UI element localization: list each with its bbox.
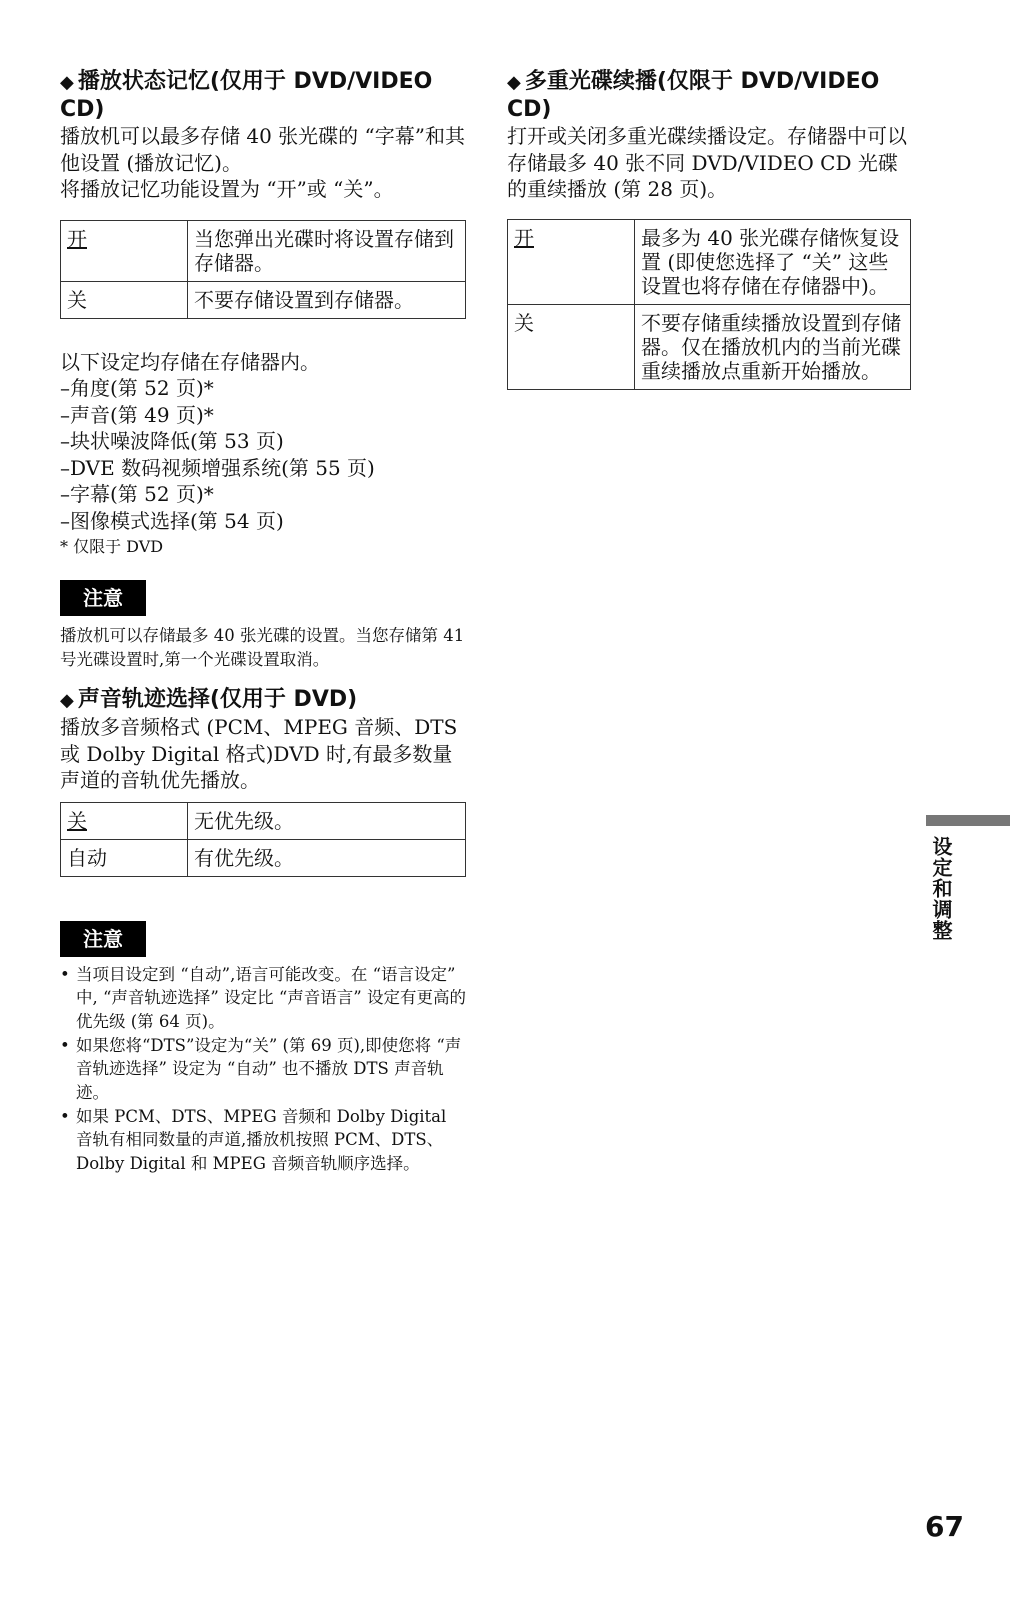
memory-title: 播放状态记忆(仅用于 DVD/VIDEO CD) [60, 69, 433, 122]
list-item: –角度(第 52 页)* [60, 376, 214, 400]
left-column [60, 68, 466, 1176]
option-description: 最多为 40 张光碟存储恢复设置 (即使您选择了 “关” 这些设置也将存储在存储器中)。 [635, 219, 911, 304]
list-item: –DVE 数码视频增强系统(第 55 页) [60, 455, 375, 480]
section-title [60, 686, 466, 714]
memory-settings-list [60, 375, 466, 534]
list-item: • 如果您将“DTS”设定为“关” (第 69 页),即使您将 “声音轨迹选择” 设定为 “自动” 也不播放 DTS 声音轨迹。 [60, 1035, 462, 1103]
list-item: –图像模式选择(第 54 页) [60, 508, 284, 533]
option-key-default: 开 [67, 226, 87, 251]
list-item: • 如果 PCM、DTS、MPEG 音频和 Dolby Digital 音轨有相同数量的声道,播放机按照 PCM、DTS、Dolby Digital 和 MPEG 音频音轨顺序选择。 [60, 1106, 447, 1174]
table-row [61, 802, 466, 839]
option-key: 自动 [61, 839, 188, 876]
footnote: * 仅限于 DVD [60, 537, 164, 556]
option-description: 不要存储重续播放设置到存储器。仅在播放机内的当前光碟重续播放点重新开始播放。 [635, 304, 911, 389]
option-description: 有优先级。 [188, 839, 466, 876]
note-text: 播放机可以存储最多 40 张光碟的设置。当您存储第 41 号光碟设置时,第一个光碟设置取消。 [60, 626, 465, 669]
note-badge: 注意 [60, 580, 146, 616]
right-column [507, 68, 911, 390]
note-2 [60, 921, 466, 1176]
option-description: 当您弹出光碟时将设置存储到存储器。 [188, 220, 466, 281]
table-row [508, 304, 911, 389]
diamond-icon: ◆ [60, 690, 74, 711]
side-tab-label: 设定和调整 [929, 836, 953, 941]
list-item: –块状噪波降低(第 53 页) [60, 429, 284, 453]
option-key: 关 [61, 281, 188, 318]
bullet-dot-icon: • [60, 964, 70, 984]
section-title [60, 68, 466, 123]
option-key-default: 开 [514, 225, 534, 250]
list-item: –字幕(第 52 页)* [60, 482, 214, 506]
table-row [61, 220, 466, 281]
multi-disc-section [507, 68, 911, 390]
note-bullets [60, 963, 466, 1176]
page-number: 67 [925, 1510, 964, 1543]
audio-track-description: 播放多音频格式 (PCM、MPEG 音频、DTS 或 Dolby Digital 格式)DVD 时,有最多数量声道的音轨优先播放。 [60, 715, 458, 792]
table-row [61, 281, 466, 318]
option-description: 不要存储设置到存储器。 [188, 281, 466, 318]
bullet-dot-icon: • [60, 1106, 70, 1126]
list-item: –声音(第 49 页)* [60, 402, 214, 427]
memory-options-table [60, 220, 466, 319]
option-key: 关 [508, 304, 635, 389]
note-badge: 注意 [60, 921, 146, 957]
memory-list-intro: 以下设定均存储在存储器内。 [60, 349, 320, 374]
list-item: • 当项目设定到 “自动”,语言可能改变。在 “语言设定” 中, “声音轨迹选择” 设定比 “声音语言” 设定有更高的优先级 (第 64 页)。 [60, 964, 466, 1031]
audio-track-section [60, 686, 466, 877]
memory-description: 播放机可以最多存储 40 张光碟的 “字幕”和其他设置 (播放记忆)。 [60, 124, 465, 175]
bullet-dot-icon: • [60, 1035, 70, 1055]
table-row [508, 219, 911, 304]
audio-track-title: 声音轨迹选择(仅用于 DVD) [77, 687, 358, 712]
diamond-icon: ◆ [507, 72, 521, 93]
diamond-icon: ◆ [60, 72, 74, 93]
side-tab-bar [926, 815, 1010, 826]
multi-disc-options-table [507, 219, 911, 390]
multi-disc-description: 打开或关闭多重光碟续播设定。存储器中可以存储最多 40 张不同 DVD/VIDEO CD 光碟的重续播放 (第 28 页)。 [507, 124, 907, 201]
memory-section [60, 68, 466, 560]
memory-instruction: 将播放记忆功能设置为 “开”或 “关”。 [60, 177, 394, 201]
audio-track-options-table [60, 802, 466, 877]
multi-disc-title: 多重光碟续播(仅限于 DVD/VIDEO CD) [507, 69, 880, 122]
section-title [507, 68, 911, 123]
table-row [61, 839, 466, 876]
option-description: 无优先级。 [188, 802, 466, 839]
note-1 [60, 580, 466, 672]
option-key-default: 关 [67, 808, 87, 833]
